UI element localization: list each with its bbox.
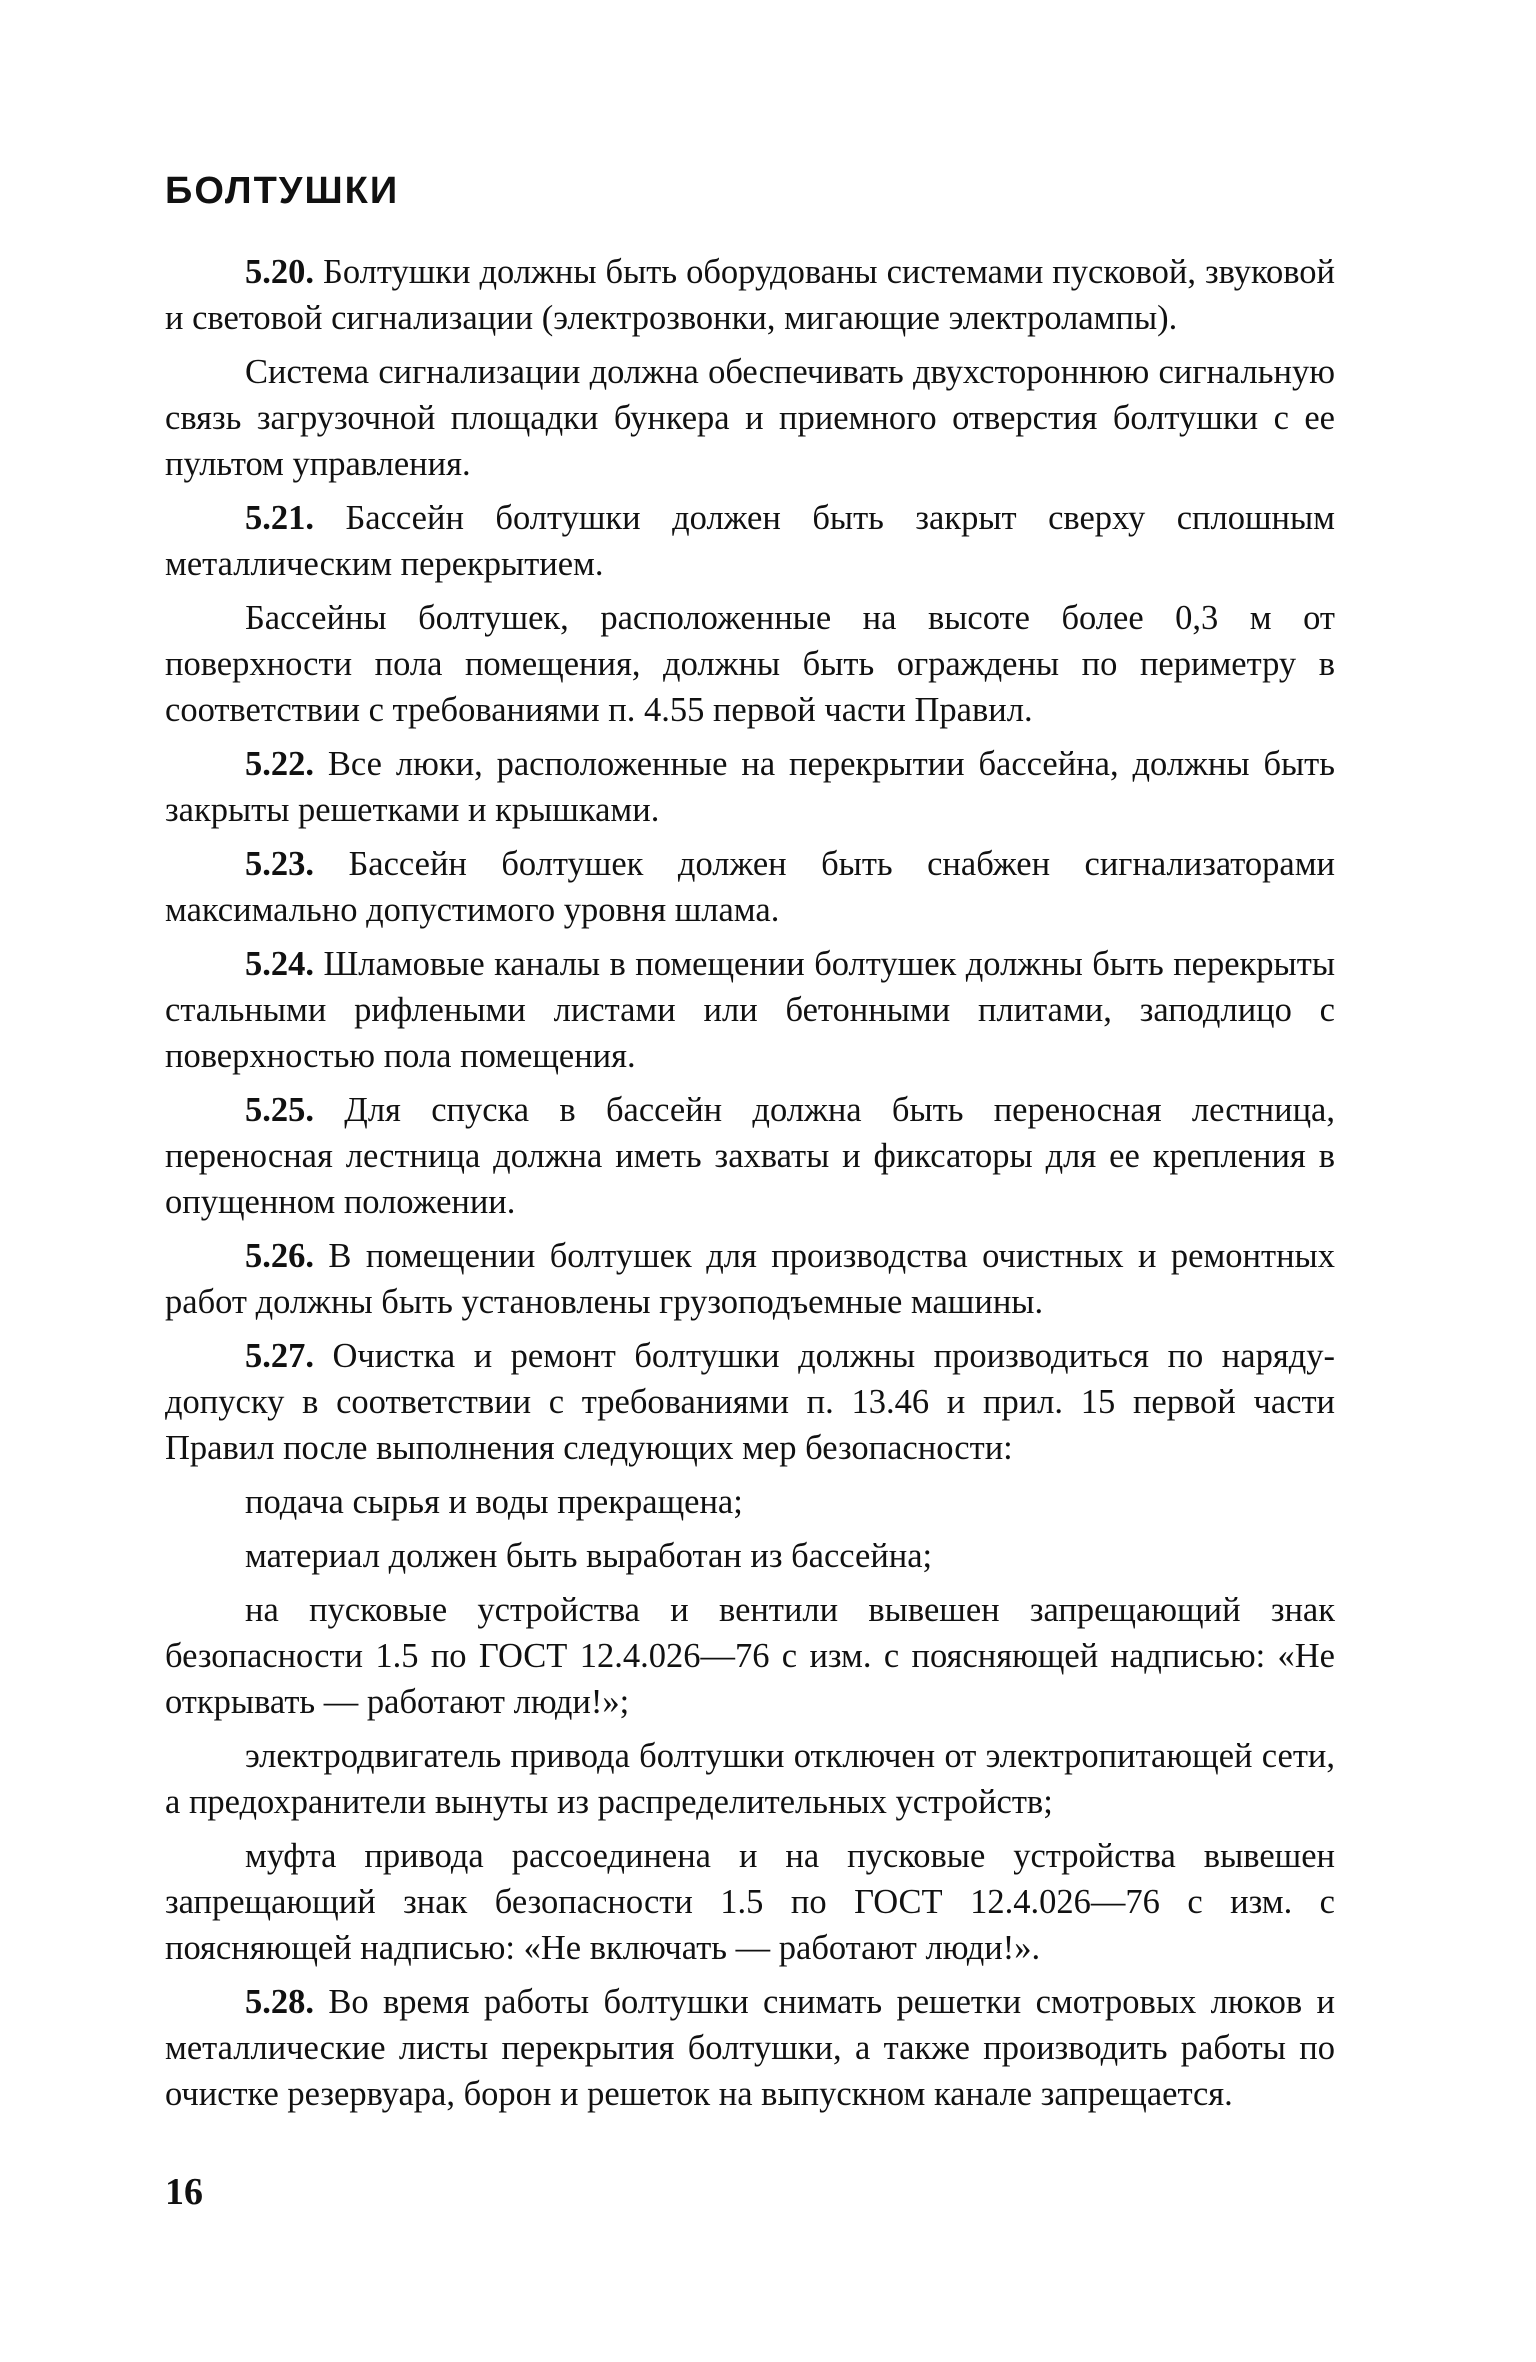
clause-number: 5.22. — [245, 745, 314, 783]
list-item-sign-do-not-open — [165, 1587, 1335, 1725]
paragraph-text: на пусковые устройства и вентили вывешен запрещающий знак безопасности 1.5 по ГОСТ 12.4.026—76 с изм. с поясняющей надписью: «Не открывать — работают люди!»; — [165, 1591, 1335, 1721]
paragraph-5-26 — [165, 1233, 1335, 1325]
clause-number: 5.25. — [245, 1091, 314, 1129]
paragraph-5-21-pools — [165, 595, 1335, 733]
paragraph-text: Болтушки должны быть оборудованы системами пусковой, звуковой и световой сигнализации (электрозвонки, мигающие электролампы). — [165, 253, 1335, 337]
paragraph-5-24 — [165, 941, 1335, 1079]
paragraph-text: Очистка и ремонт болтушки должны производиться по наряду-допуску в соответствии с требованиями п. 13.46 и прил. 15 первой части Правил после выполнения следующих мер безопасности: — [165, 1337, 1335, 1467]
paragraph-text: электродвигатель привода болтушки отключен от электропитающей сети, а предохранители вынуты из распределительных устройств; — [165, 1737, 1335, 1821]
page-number: 16 — [165, 2171, 203, 2213]
list-item-feed-stopped — [165, 1479, 1335, 1525]
paragraph-5-27 — [165, 1333, 1335, 1471]
paragraph-text: Во время работы болтушки снимать решетки смотровых люков и металлические листы перекрытия болтушки, а также производить работы по очистке резервуара, борон и решеток на выпускном канале запрещается. — [165, 1983, 1335, 2113]
clause-number: 5.26. — [245, 1237, 314, 1275]
paragraph-text: Все люки, расположенные на перекрытии бассейна, должны быть закрыты решетками и крышками. — [165, 745, 1335, 829]
list-item-clutch-disconnected — [165, 1833, 1335, 1971]
paragraph-text: Система сигнализации должна обеспечивать двухстороннюю сигнальную связь загрузочной площадки бункера и приемного отверстия болтушки с ее пультом управления. — [165, 353, 1335, 483]
paragraph-text: материал должен быть выработан из бассейна; — [245, 1537, 933, 1575]
paragraph-5-20-signaling — [165, 349, 1335, 487]
clause-number: 5.27. — [245, 1337, 314, 1375]
paragraph-5-23 — [165, 841, 1335, 933]
clause-number: 5.24. — [245, 945, 314, 983]
document-page — [165, 170, 1335, 2125]
paragraph-text: подача сырья и воды прекращена; — [245, 1483, 743, 1521]
clause-number: 5.23. — [245, 845, 314, 883]
clause-number: 5.20. — [245, 253, 314, 291]
clause-number: 5.21. — [245, 499, 314, 537]
section-heading: БОЛТУШКИ — [165, 170, 400, 212]
paragraph-text: муфта привода рассоединена и на пусковые устройства вывешен запрещающий знак безопасности 1.5 по ГОСТ 12.4.026—76 с изм. с поясняющей надписью: «Не включать — работают люди!». — [165, 1837, 1335, 1967]
paragraph-5-22 — [165, 741, 1335, 833]
paragraph-text: Шламовые каналы в помещении болтушек должны быть перекрыты стальными рифлеными листами или бетонными плитами, заподлицо с поверхностью пола помещения. — [165, 945, 1335, 1075]
clause-number: 5.28. — [245, 1983, 314, 2021]
list-item-material-removed — [165, 1533, 1335, 1579]
paragraph-text: Бассейны болтушек, расположенные на высоте более 0,3 м от поверхности пола помещения, должны быть ограждены по периметру в соответствии с требованиями п. 4.55 первой части Правил. — [165, 599, 1335, 729]
list-item-motor-disconnected — [165, 1733, 1335, 1825]
paragraph-text: Для спуска в бассейн должна быть переносная лестница, переносная лестница должна иметь захваты и фиксаторы для ее крепления в опущенном положении. — [165, 1091, 1335, 1221]
paragraph-text: Бассейн болтушки должен быть закрыт сверху сплошным металлическим перекрытием. — [165, 499, 1335, 583]
paragraph-text: Бассейн болтушек должен быть снабжен сигнализаторами максимально допустимого уровня шлама. — [165, 845, 1335, 929]
paragraph-5-25 — [165, 1087, 1335, 1225]
paragraph-5-20 — [165, 249, 1335, 341]
paragraph-5-21 — [165, 495, 1335, 587]
paragraph-text: В помещении болтушек для производства очистных и ремонтных работ должны быть установлены грузоподъемные машины. — [165, 1237, 1335, 1321]
paragraph-5-28 — [165, 1979, 1335, 2117]
